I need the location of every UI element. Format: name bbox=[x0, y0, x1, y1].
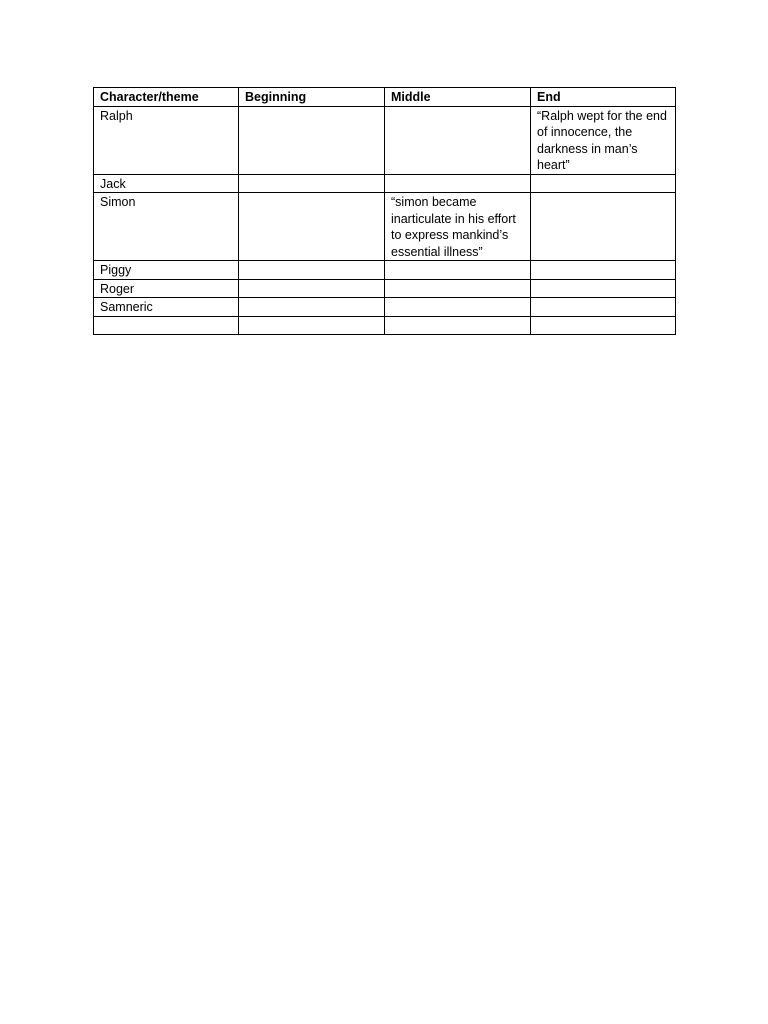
row-jack-end bbox=[531, 174, 676, 193]
row-roger-middle bbox=[385, 279, 531, 298]
row-jack-middle bbox=[385, 174, 531, 193]
header-end: End bbox=[531, 88, 676, 107]
row-piggy-end bbox=[531, 261, 676, 280]
row-simon-name: Simon bbox=[94, 193, 239, 261]
row-simon-end bbox=[531, 193, 676, 261]
row-empty-middle bbox=[385, 316, 531, 334]
table-row bbox=[94, 316, 676, 334]
row-samneric-beginning bbox=[239, 298, 385, 317]
row-ralph-middle bbox=[385, 106, 531, 174]
row-jack-beginning bbox=[239, 174, 385, 193]
table-row bbox=[94, 106, 676, 174]
row-empty-beginning bbox=[239, 316, 385, 334]
row-samneric-name: Samneric bbox=[94, 298, 239, 317]
row-piggy-middle bbox=[385, 261, 531, 280]
row-empty-name bbox=[94, 316, 239, 334]
row-samneric-middle bbox=[385, 298, 531, 317]
character-theme-table bbox=[93, 87, 676, 335]
table-row bbox=[94, 261, 676, 280]
table-row bbox=[94, 279, 676, 298]
row-ralph-end: “Ralph wept for the end of innocence, the darkness in man’s heart” bbox=[531, 106, 676, 174]
header-beginning: Beginning bbox=[239, 88, 385, 107]
row-roger-beginning bbox=[239, 279, 385, 298]
row-samneric-end bbox=[531, 298, 676, 317]
row-simon-beginning bbox=[239, 193, 385, 261]
row-roger-name: Roger bbox=[94, 279, 239, 298]
header-character-theme: Character/theme bbox=[94, 88, 239, 107]
row-simon-middle: “simon became inarticulate in his effort to express mankind’s essential illness” bbox=[385, 193, 531, 261]
row-piggy-name: Piggy bbox=[94, 261, 239, 280]
table-row bbox=[94, 193, 676, 261]
row-ralph-beginning bbox=[239, 106, 385, 174]
table-row bbox=[94, 298, 676, 317]
row-jack-name: Jack bbox=[94, 174, 239, 193]
header-middle: Middle bbox=[385, 88, 531, 107]
row-ralph-name: Ralph bbox=[94, 106, 239, 174]
row-roger-end bbox=[531, 279, 676, 298]
table-row bbox=[94, 174, 676, 193]
row-piggy-beginning bbox=[239, 261, 385, 280]
row-empty-end bbox=[531, 316, 676, 334]
table-header-row bbox=[94, 88, 676, 107]
